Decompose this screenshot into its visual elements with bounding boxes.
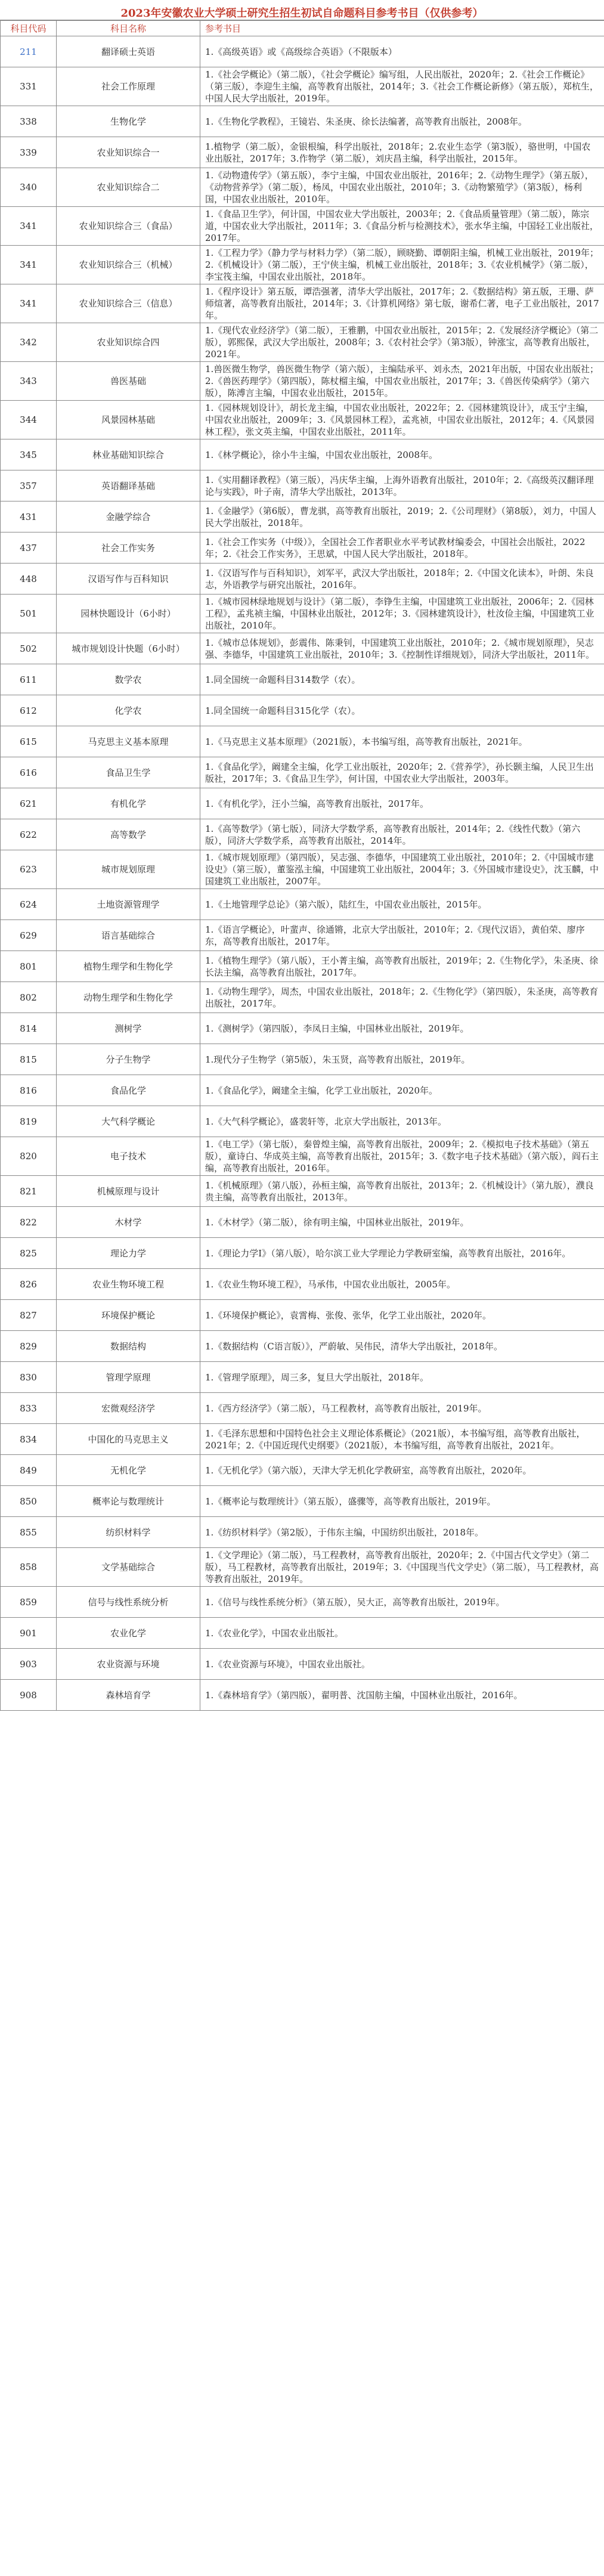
cell-refs: 1.《工程力学》（静力学与材料力学）（第二版），顾晓勤、谭朝阳主编，机械工业出版社，2019年；2.《机械设计》（第二版），王宁侠主编，机械工业出版社，2018年；3.《农业机械学》（第二版），李宝筏主编，中国农业出版社，2018年。 <box>200 246 604 284</box>
cell-name: 数学农 <box>57 664 200 695</box>
cell-name: 动物生理学和生物化学 <box>57 982 200 1013</box>
cell-refs: 1.《食品卫生学》，何计国，中国农业大学出版社，2003年；2.《食品质量管理》（第二版），陈宗道，中国农业大学出版社，2011年；3.《食品分析与检测技术》，张水华主编，中国轻工业出版社，2017年。 <box>200 207 604 246</box>
cell-code: 340 <box>1 168 57 207</box>
cell-refs: 1.《无机化学》（第六版），天津大学无机化学教研室，高等教育出版社，2020年。 <box>200 1455 604 1486</box>
cell-refs: 1.《测树学》（第四版），李凤日主编，中国林业出版社，2019年。 <box>200 1013 604 1044</box>
cell-refs: 1.《概率论与数理统计》（第五版），盛骤等，高等教育出版社，2019年。 <box>200 1486 604 1517</box>
cell-code: 615 <box>1 726 57 757</box>
cell-code: 622 <box>1 819 57 850</box>
cell-name: 高等数学 <box>57 819 200 850</box>
cell-name: 翻译硕士英语 <box>57 36 200 67</box>
table-row <box>1 470 604 501</box>
cell-name: 城市规划设计快题（6小时） <box>57 633 200 664</box>
table-row <box>1 1331 604 1362</box>
cell-refs: 1.《高等数学》（第七版），同济大学数学系，高等教育出版社，2014年；2.《线性代数》（第六版），同济大学数学系，高等教育出版社，2014年。 <box>200 819 604 850</box>
reference-table <box>0 20 604 1711</box>
cell-refs: 1.同全国统一命题科目314数学（农）。 <box>200 664 604 695</box>
cell-code: 815 <box>1 1044 57 1075</box>
cell-name: 管理学原理 <box>57 1362 200 1393</box>
cell-name: 兽医基础 <box>57 362 200 401</box>
cell-refs: 1.《电工学》（第七版），秦曾煌主编，高等教育出版社，2009年；2.《模拟电子技术基础》（第五版），童诗白、华成英主编，高等教育出版社，2015年；3.《数字电子技术基础》（第六版），阎石主编，高等教育出版社，2016年。 <box>200 1137 604 1176</box>
table-row <box>1 1486 604 1517</box>
table-row <box>1 284 604 323</box>
cell-code: 819 <box>1 1106 57 1137</box>
table-row <box>1 67 604 106</box>
cell-refs: 1.《实用翻译教程》（第三版），冯庆华主编，上海外语教育出版社，2010年；2.《高级英汉翻译理论与实践》，叶子南，清华大学出版社，2013年。 <box>200 470 604 501</box>
cell-name: 生物化学 <box>57 106 200 137</box>
table-row <box>1 633 604 664</box>
cell-name: 理论力学 <box>57 1238 200 1269</box>
cell-name: 食品卫生学 <box>57 757 200 788</box>
cell-name: 纺织材料学 <box>57 1517 200 1548</box>
cell-refs: 1.《农业生物环境工程》，马承伟，中国农业出版社，2005年。 <box>200 1269 604 1300</box>
cell-refs: 1.《数据结构（C语言版）》，严蔚敏、吴伟民，清华大学出版社，2018年。 <box>200 1331 604 1362</box>
cell-code: 341 <box>1 246 57 284</box>
cell-code: 624 <box>1 889 57 920</box>
cell-name: 森林培育学 <box>57 1680 200 1711</box>
table-row <box>1 323 604 362</box>
cell-refs: 1.《农业资源与环境》，中国农业出版社。 <box>200 1649 604 1680</box>
cell-name: 测树学 <box>57 1013 200 1044</box>
table-row <box>1 1075 604 1106</box>
cell-refs: 1.《城市园林绿地规划与设计》（第二版），李铮生主编，中国建筑工业出版社，2006年；2.《园林工程》，孟兆祯主编，中国林业出版社，2012年；3.《园林建筑设计》，杜汝俭主编，中国建筑工业出版社，2010年。 <box>200 595 604 633</box>
table-row <box>1 1587 604 1618</box>
cell-code: 903 <box>1 1649 57 1680</box>
cell-code: 829 <box>1 1331 57 1362</box>
table-row <box>1 168 604 207</box>
cell-refs: 1.《食品化学》，阚建全主编，化学工业出版社，2020年。 <box>200 1075 604 1106</box>
table-row <box>1 726 604 757</box>
cell-code: 344 <box>1 401 57 439</box>
cell-refs: 1.《社会学概论》（第二版），《社会学概论》编写组，人民出版社，2020年；2.《社会工作概论》（第三版），李迎生主编，高等教育出版社，2014年；3.《社会工作概论新修》（第五版），郑杭生，中国人民大学出版社，2019年。 <box>200 67 604 106</box>
cell-name: 电子技术 <box>57 1137 200 1176</box>
table-header-row <box>1 21 604 36</box>
cell-name: 风景园林基础 <box>57 401 200 439</box>
table-row <box>1 788 604 819</box>
cell-name: 数据结构 <box>57 1331 200 1362</box>
cell-code: 623 <box>1 850 57 889</box>
cell-refs: 1.《城市规划原理》（第四版），吴志强、李德华，中国建筑工业出版社，2010年；2.《中国城市建设史》（第三版），董鉴泓主编，中国建筑工业出版社，2004年；3.《外国城市建设史》，沈玉麟，中国建筑工业出版社，2007年。 <box>200 850 604 889</box>
cell-code: 621 <box>1 788 57 819</box>
cell-code: 822 <box>1 1207 57 1238</box>
cell-name: 社会工作实务 <box>57 532 200 564</box>
cell-refs: 1.《文学理论》（第二版），马工程教材，高等教育出版社，2020年；2.《中国古代文学史》（第二版），马工程教材，高等教育出版社，2019年；3.《中国现当代文学史》（第二版），马工程教材，高等教育出版社，2019年。 <box>200 1548 604 1587</box>
cell-name: 林业基础知识综合 <box>57 439 200 470</box>
cell-name: 机械原理与设计 <box>57 1176 200 1207</box>
table-row <box>1 501 604 532</box>
cell-refs: 1.植物学（第二版），金银根编，科学出版社，2018年；2.农业生态学（第3版），骆世明，中国农业出版社，2017年；3.作物学（第二版），刘庆昌主编，科学出版社，2015年。 <box>200 137 604 168</box>
table-row <box>1 951 604 982</box>
cell-name: 中国化的马克思主义 <box>57 1424 200 1455</box>
cell-code: 343 <box>1 362 57 401</box>
table-row <box>1 1393 604 1424</box>
cell-code: 825 <box>1 1238 57 1269</box>
header-refs: 参考书目 <box>200 21 604 36</box>
header-name: 科目名称 <box>57 21 200 36</box>
table-row <box>1 106 604 137</box>
cell-code: 850 <box>1 1486 57 1517</box>
table-row <box>1 695 604 726</box>
table-row <box>1 137 604 168</box>
cell-code: 834 <box>1 1424 57 1455</box>
table-row <box>1 595 604 633</box>
table-row <box>1 920 604 951</box>
cell-refs: 1.《食品化学》，阚建全主编，化学工业出版社，2020年；2.《营养学》，孙长颢主编，人民卫生出版社，2017年；3.《食品卫生学》，何计国，中国农业大学出版社，2003年。 <box>200 757 604 788</box>
cell-name: 农业知识综合二 <box>57 168 200 207</box>
table-row <box>1 1176 604 1207</box>
cell-code: 502 <box>1 633 57 664</box>
table-row <box>1 850 604 889</box>
cell-name: 概率论与数理统计 <box>57 1486 200 1517</box>
cell-refs: 1.《园林规划设计》，胡长龙主编，中国农业出版社，2022年；2.《园林建筑设计》，成玉宁主编，中国农业出版社，2009年；3.《风景园林工程》，孟兆祯，中国农业出版社，2012年；4.《风景园林工程》，张文英主编，中国农业出版社，2011年。 <box>200 401 604 439</box>
cell-code: 821 <box>1 1176 57 1207</box>
cell-refs: 1.《西方经济学》（第二版），马工程教材，高等教育出版社，2019年。 <box>200 1393 604 1424</box>
cell-code: 908 <box>1 1680 57 1711</box>
cell-refs: 1.《城市总体规划》，彭震伟、陈秉钊，中国建筑工业出版社，2010年；2.《城市规划原理》，吴志强、李德华，中国建筑工业出版社，2010年；3.《控制性详细规划》，同济大学出版社，2011年。 <box>200 633 604 664</box>
cell-code: 341 <box>1 284 57 323</box>
cell-name: 木材学 <box>57 1207 200 1238</box>
cell-name: 农业知识综合三（机械） <box>57 246 200 284</box>
cell-name: 化学农 <box>57 695 200 726</box>
cell-name: 英语翻译基础 <box>57 470 200 501</box>
table-row <box>1 207 604 246</box>
cell-refs: 1.同全国统一命题科目315化学（农）。 <box>200 695 604 726</box>
cell-refs: 1.《程序设计》第五版，谭浩强著，清华大学出版社，2017年；2.《数据结构》第五版，王珊、萨师煊著，高等教育出版社，2014年；3.《计算机网络》第七版，谢希仁著，电子工业出版社，2017年。 <box>200 284 604 323</box>
cell-code: 827 <box>1 1300 57 1331</box>
cell-name: 城市规划原理 <box>57 850 200 889</box>
table-row <box>1 1269 604 1300</box>
cell-name: 社会工作原理 <box>57 67 200 106</box>
cell-name: 有机化学 <box>57 788 200 819</box>
cell-code: 501 <box>1 595 57 633</box>
page-title: 2023年安徽农业大学硕士研究生招生初试自命题科目参考书目（仅供参考） <box>0 0 604 20</box>
cell-code: 816 <box>1 1075 57 1106</box>
cell-code: 345 <box>1 439 57 470</box>
cell-name: 语言基础综合 <box>57 920 200 951</box>
cell-refs: 1.《土地管理学总论》（第六版），陆红生，中国农业出版社，2015年。 <box>200 889 604 920</box>
cell-name: 金融学综合 <box>57 501 200 532</box>
cell-code: 448 <box>1 564 57 595</box>
table-body <box>1 36 604 1711</box>
table-row <box>1 1455 604 1486</box>
cell-code: 341 <box>1 207 57 246</box>
cell-code: 616 <box>1 757 57 788</box>
cell-code: 826 <box>1 1269 57 1300</box>
table-row <box>1 1137 604 1176</box>
cell-refs: 1.《农业化学》，中国农业出版社。 <box>200 1618 604 1649</box>
cell-refs: 1.《大气科学概论》，盛裴轩等，北京大学出版社，2013年。 <box>200 1106 604 1137</box>
cell-code: 855 <box>1 1517 57 1548</box>
cell-name: 农业知识综合四 <box>57 323 200 362</box>
table-row <box>1 1238 604 1269</box>
cell-name: 农业知识综合三（食品） <box>57 207 200 246</box>
table-row <box>1 757 604 788</box>
table-row <box>1 401 604 439</box>
cell-code: 437 <box>1 532 57 564</box>
cell-code: 833 <box>1 1393 57 1424</box>
cell-refs: 1.《环境保护概论》，袁霄梅、张俊、张华，化学工业出版社，2020年。 <box>200 1300 604 1331</box>
table-row <box>1 1207 604 1238</box>
cell-refs: 1.《汉语写作与百科知识》，刘军平，武汉大学出版社，2018年；2.《中国文化读本》，叶朗、朱良志，外语教学与研究出版社，2016年。 <box>200 564 604 595</box>
table-row <box>1 1362 604 1393</box>
cell-name: 食品化学 <box>57 1075 200 1106</box>
cell-code: 338 <box>1 106 57 137</box>
cell-code: 802 <box>1 982 57 1013</box>
cell-refs: 1.《林学概论》，徐小牛主编，中国农业出版社，2008年。 <box>200 439 604 470</box>
table-row <box>1 889 604 920</box>
cell-code: 830 <box>1 1362 57 1393</box>
cell-refs: 1.《现代农业经济学》（第二版），王雅鹏，中国农业出版社，2015年；2.《发展经济学概论》（第二版），郭熙保，武汉大学出版社，2008年；3.《农村社会学》（第3版），钟涨宝，高等教育出版社，2021年。 <box>200 323 604 362</box>
table-row <box>1 362 604 401</box>
table-row <box>1 1680 604 1711</box>
cell-refs: 1.《马克思主义基本原理》（2021版），本书编写组，高等教育出版社，2021年。 <box>200 726 604 757</box>
cell-name: 文学基础综合 <box>57 1548 200 1587</box>
cell-name: 汉语写作与百科知识 <box>57 564 200 595</box>
cell-refs: 1.《生物化学教程》，王镜岩、朱圣庚、徐长法编著，高等教育出版社，2008年。 <box>200 106 604 137</box>
cell-name: 分子生物学 <box>57 1044 200 1075</box>
cell-code: 331 <box>1 67 57 106</box>
cell-refs: 1.《纺织材料学》（第2版），于伟东主编，中国纺织出版社，2018年。 <box>200 1517 604 1548</box>
cell-refs: 1.《金融学》（第6版），曹龙骐，高等教育出版社，2019；2.《公司理财》（第8版），刘力，中国人民大学出版社，2018年。 <box>200 501 604 532</box>
cell-refs: 1.现代分子生物学（第5版），朱玉贤，高等教育出版社，2019年。 <box>200 1044 604 1075</box>
table-row <box>1 36 604 67</box>
cell-code: 611 <box>1 664 57 695</box>
cell-name: 马克思主义基本原理 <box>57 726 200 757</box>
cell-code: 814 <box>1 1013 57 1044</box>
cell-name: 土地资源管理学 <box>57 889 200 920</box>
cell-name: 农业资源与环境 <box>57 1649 200 1680</box>
cell-refs: 1.《木材学》（第二版），徐有明主编，中国林业出版社，2019年。 <box>200 1207 604 1238</box>
table-row <box>1 439 604 470</box>
cell-name: 无机化学 <box>57 1455 200 1486</box>
table-row <box>1 819 604 850</box>
cell-code: 858 <box>1 1548 57 1587</box>
cell-code: 801 <box>1 951 57 982</box>
cell-name: 大气科学概论 <box>57 1106 200 1137</box>
table-row <box>1 664 604 695</box>
table-row <box>1 1300 604 1331</box>
cell-code: 859 <box>1 1587 57 1618</box>
cell-refs: 1.《语言学概论》，叶蜚声、徐通锵，北京大学出版社，2010年；2.《现代汉语》，黄伯荣、廖序东，高等教育出版社，2017年。 <box>200 920 604 951</box>
cell-code: 901 <box>1 1618 57 1649</box>
cell-code: 342 <box>1 323 57 362</box>
table-row <box>1 1649 604 1680</box>
table-row <box>1 1013 604 1044</box>
cell-refs: 1.《毛泽东思想和中国特色社会主义理论体系概论》（2021版），本书编写组，高等教育出版社，2021年；2.《中国近现代史纲要》（2021版），本书编写组，高等教育出版社，2021年。 <box>200 1424 604 1455</box>
table-row <box>1 1044 604 1075</box>
cell-name: 农业化学 <box>57 1618 200 1649</box>
cell-name: 宏微观经济学 <box>57 1393 200 1424</box>
table-row <box>1 246 604 284</box>
cell-code: 820 <box>1 1137 57 1176</box>
cell-code: 211 <box>1 36 57 67</box>
cell-code: 612 <box>1 695 57 726</box>
cell-name: 农业生物环境工程 <box>57 1269 200 1300</box>
cell-name: 农业知识综合一 <box>57 137 200 168</box>
cell-name: 园林快题设计（6小时） <box>57 595 200 633</box>
cell-name: 农业知识综合三（信息） <box>57 284 200 323</box>
cell-refs: 1.兽医微生物学，兽医微生物学（第六版），主编陆承平、刘永杰，2021年出版，中国农业出版社；2.《兽医药理学》（第四版），陈杖榴主编，中国农业出版社，2017年；3.《兽医传染病学》（第六版），陈溥言主编，中国农业出版社，2015年。 <box>200 362 604 401</box>
cell-refs: 1.《动物遗传学》（第五版），李宁主编，中国农业出版社，2016年；2.《动物生理学》（第五版），《动物营养学》（第二版），杨凤，中国农业出版社，2010年；3.《动物繁殖学》（第3版），杨利国，中国农业出版社，2010年。 <box>200 168 604 207</box>
cell-refs: 1.《信号与线性系统分析》（第五版），吴大正，高等教育出版社，2019年。 <box>200 1587 604 1618</box>
cell-refs: 1.《有机化学》，汪小兰编，高等教育出版社，2017年。 <box>200 788 604 819</box>
cell-code: 849 <box>1 1455 57 1486</box>
cell-refs: 1.《机械原理》（第八版），孙桓主编，高等教育出版社，2013年；2.《机械设计》（第九版），濮良贵主编，高等教育出版社，2013年。 <box>200 1176 604 1207</box>
table-row <box>1 1548 604 1587</box>
table-row <box>1 1424 604 1455</box>
table-row <box>1 564 604 595</box>
cell-code: 357 <box>1 470 57 501</box>
table-row <box>1 982 604 1013</box>
cell-refs: 1.《植物生理学》（第八版），王小菁主编，高等教育出版社，2019年；2.《生物化学》，朱圣庚、徐长法主编，高等教育出版社，2017年。 <box>200 951 604 982</box>
cell-code: 629 <box>1 920 57 951</box>
cell-code: 339 <box>1 137 57 168</box>
cell-refs: 1.《高级英语》或《高级综合英语》（不限版本） <box>200 36 604 67</box>
cell-refs: 1.《社会工作实务（中级）》，全国社会工作者职业水平考试教材编委会，中国社会出版社，2022年；2.《社会工作实务》，王思斌，中国人民大学出版社，2018年。 <box>200 532 604 564</box>
table-row <box>1 1106 604 1137</box>
table-row <box>1 1517 604 1548</box>
cell-name: 植物生理学和生物化学 <box>57 951 200 982</box>
cell-code: 431 <box>1 501 57 532</box>
cell-refs: 1.《管理学原理》，周三多，复旦大学出版社，2018年。 <box>200 1362 604 1393</box>
table-row <box>1 532 604 564</box>
cell-name: 环境保护概论 <box>57 1300 200 1331</box>
cell-refs: 1.《动物生理学》，周杰，中国农业出版社，2018年；2.《生物化学》（第四版），朱圣庚，高等教育出版社，2017年。 <box>200 982 604 1013</box>
cell-refs: 1.《森林培育学》（第四版），翟明普、沈国舫主编，中国林业出版社，2016年。 <box>200 1680 604 1711</box>
cell-name: 信号与线性系统分析 <box>57 1587 200 1618</box>
cell-refs: 1.《理论力学Ⅰ》（第八版），哈尔滨工业大学理论力学教研室编，高等教育出版社，2016年。 <box>200 1238 604 1269</box>
table-row <box>1 1618 604 1649</box>
header-code: 科目代码 <box>1 21 57 36</box>
